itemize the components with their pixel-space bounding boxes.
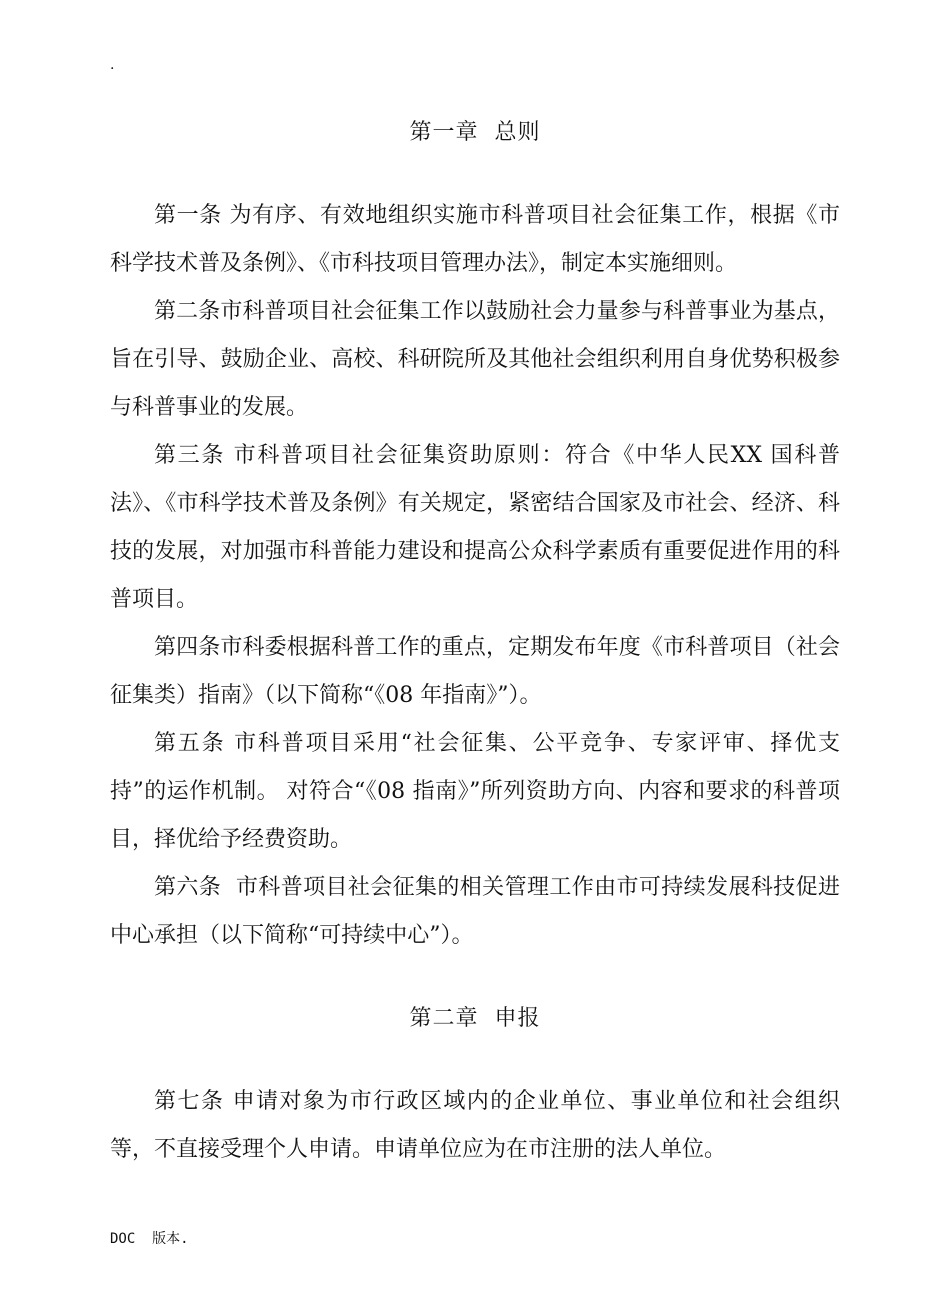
article-6: 第六条 市科普项目社会征集的相关管理工作由市可持续发展科技促进中心承担（以下简称“可持续中心”）。 <box>110 875 840 948</box>
article-7: 第七条 申请对象为市行政区域内的企业单位、事业单位和社会组织等，不直接受理个人申请。申请单位应为在市注册的法人单位。 <box>110 1089 840 1162</box>
chapter-2-body <box>110 1078 840 1174</box>
chapter-2-title: 第二章 申报 <box>409 1006 541 1031</box>
article-4: 第四条市科委根据科普工作的重点，定期发布年度《市科普项目（社会征集类）指南》（以下简称“《08 年指南》”）。 <box>110 635 840 708</box>
article-3: 第三条 市科普项目社会征集资助原则：符合《中华人民XX 国科普法》、《市科学技术普及条例》有关规定，紧密结合国家及市社会、经济、科技的发展，对加强市科普能力建设和提高公众科学素质有重要促进作用的科普项目。 <box>110 443 840 612</box>
page-footer: DOC 版本. <box>110 1231 189 1247</box>
page-marker-dot: . <box>110 57 115 73</box>
article-1: 第一条 为有序、有效地组织实施市科普项目社会征集工作，根据《市科学技术普及条例》、《市科技项目管理办法》，制定本实施细则。 <box>110 203 840 276</box>
chapter-1-title: 第一章 总则 <box>409 120 541 145</box>
chapter-1-body <box>110 192 840 960</box>
article-2: 第二条市科普项目社会征集工作以鼓励社会力量参与科普事业为基点，旨在引导、鼓励企业、高校、科研院所及其他社会组织利用自身优势积极参与科普事业的发展。 <box>110 299 840 420</box>
article-5: 第五条 市科普项目采用“社会征集、公平竞争、专家评审、择优支持”的运作机制。 对符合“《08 指南》”所列资助方向、内容和要求的科普项目，择优给予经费资助。 <box>110 731 840 852</box>
